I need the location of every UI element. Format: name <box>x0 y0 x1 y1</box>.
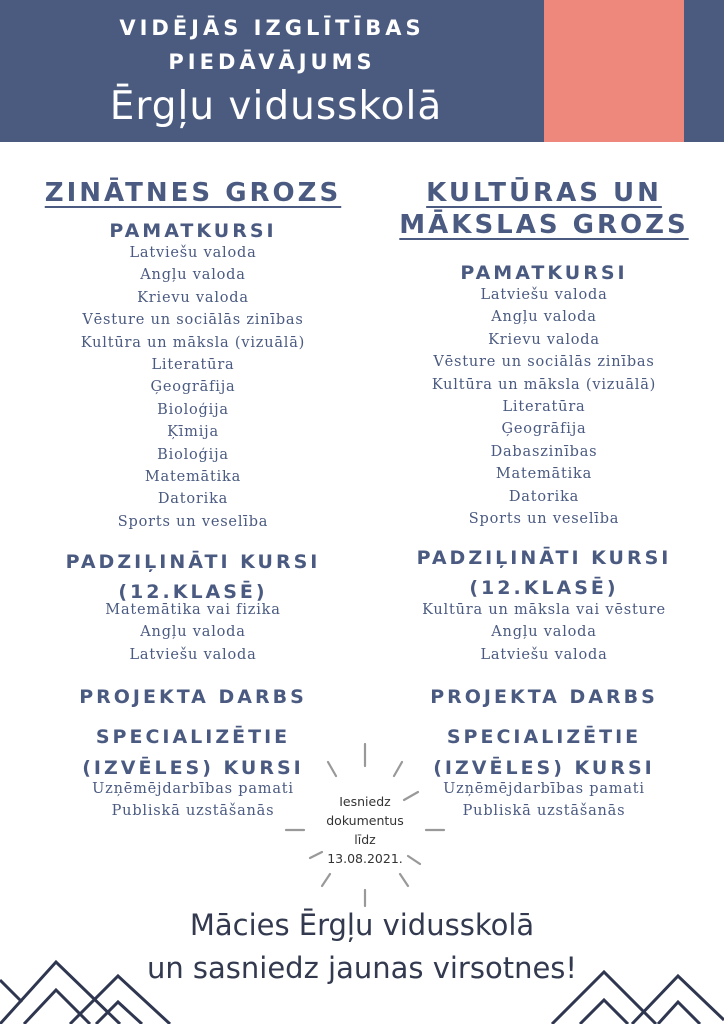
deadline-line-3: līdz <box>354 832 376 847</box>
list-item: Matemātika vai fizika <box>105 602 281 618</box>
list-item: Publiskā uzstāšanās <box>111 803 275 820</box>
left-project-title: PROJEKTA DARBS <box>79 686 307 708</box>
list-item: Matemātika <box>495 466 593 483</box>
deadline-date: 13.08.2021. <box>327 851 403 866</box>
list-item: Vēsture un sociālās zinības <box>82 312 304 329</box>
deadline-line-2: dokumentus <box>326 813 404 828</box>
list-item: Sports un veselība <box>468 511 620 528</box>
list-item: Literatūra <box>502 399 586 416</box>
list-item: Publiskā uzstāšanās <box>462 803 626 820</box>
left-advanced-title-2: (12.KLASĒ) <box>118 581 268 603</box>
deadline-line-1: Iesniedz <box>339 794 391 809</box>
header-line-2: PIEDĀVĀJUMS <box>168 50 376 74</box>
list-item: Datorika <box>508 488 580 505</box>
list-item: Ģeogrāfija <box>501 421 587 438</box>
list-item: Angļu valoda <box>140 267 246 284</box>
list-item: Ķīmija <box>167 424 219 441</box>
list-item: Krievu valoda <box>488 331 600 348</box>
list-item: Literatūra <box>151 357 235 374</box>
right-project-title: PROJEKTA DARBS <box>430 686 658 708</box>
list-item: Matemātika <box>144 469 242 486</box>
list-item: Ģeogrāfija <box>150 379 236 396</box>
deadline-badge <box>310 792 420 868</box>
list-item: Kultūra un māksla (vizuālā) <box>431 376 657 393</box>
list-item: Angļu valoda <box>491 624 597 641</box>
right-core-courses-title: PAMATKURSI <box>460 262 628 284</box>
right-advanced-title-1: PADZIĻINĀTI KURSI <box>416 547 672 569</box>
list-item: Angļu valoda <box>491 309 597 326</box>
header-line-1: VIDĒJĀS IZGLĪTĪBAS <box>119 16 425 40</box>
list-item: Latviešu valoda <box>480 646 608 663</box>
culture-basket-title-1: KULTŪRAS UN <box>426 178 662 208</box>
list-item: Dabaszinības <box>490 443 598 460</box>
left-specialized-title-2: (IZVĒLES) KURSI <box>82 757 304 779</box>
right-advanced-list <box>374 599 714 666</box>
mountains-right-icon <box>540 950 724 1024</box>
culture-basket-title-2: MĀKSLAS GROZS <box>399 210 689 240</box>
left-specialized-title-1: SPECIALIZĒTIE <box>95 726 291 748</box>
list-item: Sports un veselība <box>117 513 269 530</box>
science-basket-title: ZINĀTNES GROZS <box>44 178 342 208</box>
list-item: Bioloģija <box>157 446 229 463</box>
list-item: Kultūra un māksla (vizuālā) <box>80 334 306 351</box>
right-specialized-title-1: SPECIALIZĒTIE <box>446 726 642 748</box>
list-item: Latviešu valoda <box>129 245 257 261</box>
list-item: Angļu valoda <box>140 624 246 641</box>
left-core-courses-list <box>24 242 362 533</box>
right-specialized-title-2: (IZVĒLES) KURSI <box>433 757 655 779</box>
mountains-left-icon <box>0 940 200 1024</box>
list-item: Uzņēmējdarbības pamati <box>443 781 645 797</box>
list-item: Uzņēmējdarbības pamati <box>92 781 294 797</box>
right-core-courses-list <box>374 284 714 530</box>
list-item: Latviešu valoda <box>129 646 257 663</box>
slogan-line-1: Mācies Ērgļu vidusskolā <box>189 908 535 942</box>
school-name: Ērgļu vidusskolā <box>109 84 443 129</box>
slogan-line-2: un sasniedz jaunas virsotnes! <box>146 951 578 985</box>
list-item: Datorika <box>157 491 229 508</box>
right-advanced-title-2: (12.KLASĒ) <box>469 577 619 599</box>
list-item: Latviešu valoda <box>480 287 608 303</box>
left-advanced-title-1: PADZIĻINĀTI KURSI <box>65 551 321 573</box>
left-advanced-list <box>24 599 362 666</box>
list-item: Kultūra un māksla vai vēsture <box>422 602 666 618</box>
left-core-courses-title: PAMATKURSI <box>109 220 277 242</box>
list-item: Bioloģija <box>157 401 229 418</box>
list-item: Krievu valoda <box>137 289 249 306</box>
list-item: Vēsture un sociālās zinības <box>433 354 655 371</box>
